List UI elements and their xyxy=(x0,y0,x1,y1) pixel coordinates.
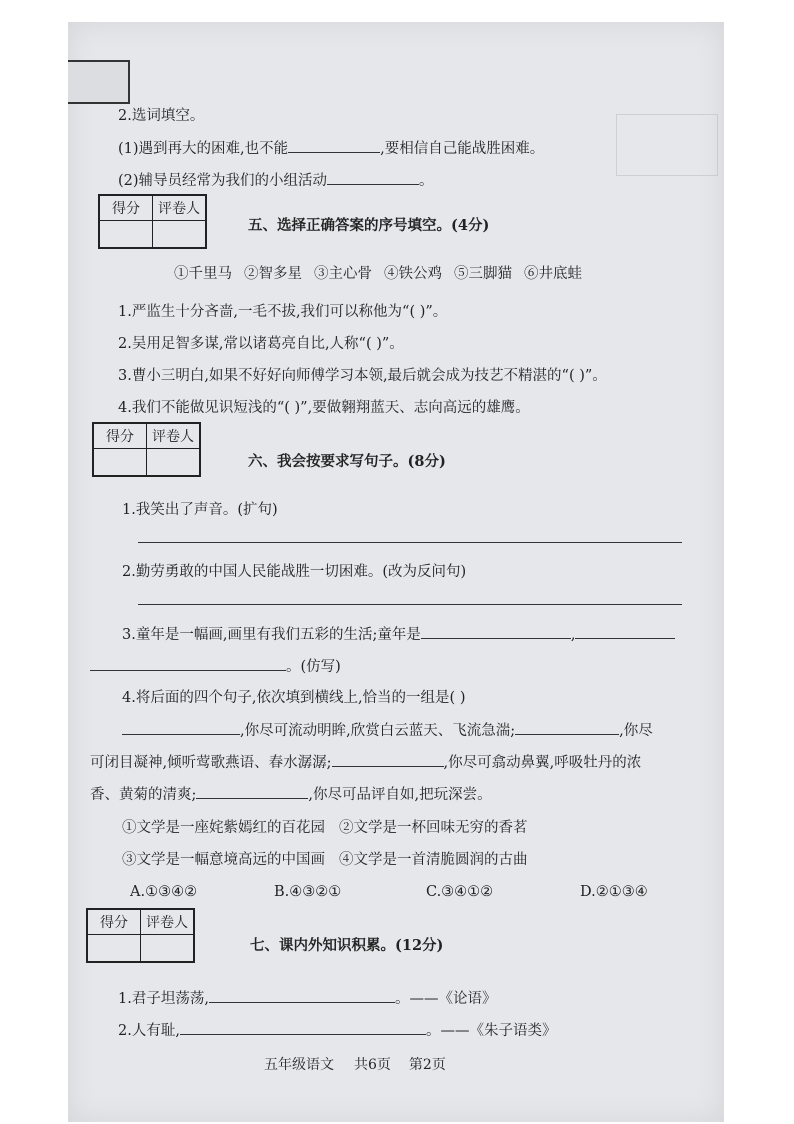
score-cell[interactable] xyxy=(93,449,147,477)
answer-line[interactable] xyxy=(138,542,682,543)
section6-q4: 4.将后面的四个句子,依次填到横线上,恰当的一组是( ) xyxy=(122,690,466,706)
answer-blank[interactable] xyxy=(209,988,395,1003)
exam-paper xyxy=(68,22,724,1122)
score-cell[interactable] xyxy=(87,935,141,963)
grader-cell[interactable] xyxy=(153,221,207,249)
section7-q2: 2.人有耻, 。——《朱子语类》 xyxy=(118,1020,556,1041)
section6-option-c[interactable]: C.③④①② xyxy=(426,884,494,900)
answer-blank[interactable] xyxy=(332,752,444,767)
section6-passage-2: 可闭目凝神,倾听莺歌燕语、春水潺潺; ,你尽可翕动鼻翼,呼吸牡丹的浓 xyxy=(90,752,641,773)
answer-blank[interactable] xyxy=(421,624,571,639)
section5-q2: 2.吴用足智多谋,常以诸葛亮自比,人称“( )”。 xyxy=(118,336,404,352)
section6-choice-row-1: ①文学是一座姹紫嫣红的百花园 ②文学是一杯回味无穷的香茗 xyxy=(122,820,528,836)
page-footer: 五年级语文 共6页 第2页 xyxy=(264,1057,446,1073)
answer-blank[interactable] xyxy=(327,170,419,185)
section7-heading: 七、课内外知识积累。(12分) xyxy=(250,937,444,954)
q2-sentence-2: (2)辅导员经常为我们的小组活动 。 xyxy=(118,170,434,191)
section5-options: ①千里马 ②智多星 ③主心骨 ④铁公鸡 ⑤三脚猫 ⑥井底蛙 xyxy=(174,266,582,282)
section7-q1: 1.君子坦荡荡, 。——《论语》 xyxy=(118,988,496,1009)
section6-option-b[interactable]: B.④③②① xyxy=(274,884,342,900)
answer-blank[interactable] xyxy=(122,720,240,735)
grader-cell[interactable] xyxy=(141,935,195,963)
section6-q1: 1.我笑出了声音。(扩句) xyxy=(122,502,278,518)
answer-blank[interactable] xyxy=(180,1020,426,1035)
q2-title: 2.选词填空。 xyxy=(118,108,205,124)
answer-blank[interactable] xyxy=(288,138,380,153)
q2-sentence-1: (1)遇到再大的困难,也不能 ,要相信自己能战胜困难。 xyxy=(118,138,544,159)
section6-heading: 六、我会按要求写句子。(8分) xyxy=(248,453,446,470)
section6-q3-cont: 。(仿写) xyxy=(90,656,341,677)
section6-q2: 2.勤劳勇敢的中国人民能战胜一切困难。(改为反问句) xyxy=(122,564,467,580)
section6-choice-row-2: ③文学是一幅意境高远的中国画 ④文学是一首清脆圆润的古曲 xyxy=(122,852,528,868)
score-box: 得分 评卷人 xyxy=(98,194,207,249)
section6-option-a[interactable]: A.①③④② xyxy=(130,884,198,900)
answer-blank[interactable] xyxy=(196,784,308,799)
corner-box xyxy=(68,60,130,104)
answer-line[interactable] xyxy=(138,604,682,605)
score-box: 得分 评卷人 xyxy=(92,422,201,477)
grader-cell[interactable] xyxy=(147,449,201,477)
bleed-through-box xyxy=(616,114,718,176)
section5-q4: 4.我们不能做见识短浅的“( )”,要做翱翔蓝天、志向高远的雄鹰。 xyxy=(118,400,530,416)
section6-passage-1: ,你尽可流动明眸,欣赏白云蓝天、飞流急湍; ,你尽 xyxy=(122,720,653,741)
answer-blank[interactable] xyxy=(90,656,286,671)
section5-heading: 五、选择正确答案的序号填空。(4分) xyxy=(248,217,490,234)
score-box: 得分 评卷人 xyxy=(86,908,195,963)
section5-q3: 3.曹小三明白,如果不好好向师傅学习本领,最后就会成为技艺不精湛的“( )”。 xyxy=(118,368,607,384)
score-cell[interactable] xyxy=(99,221,153,249)
answer-blank[interactable] xyxy=(515,720,619,735)
section5-q1: 1.严监生十分吝啬,一毛不拔,我们可以称他为“( )”。 xyxy=(118,304,448,320)
section6-option-d[interactable]: D.②①③④ xyxy=(580,884,648,900)
answer-blank[interactable] xyxy=(575,624,675,639)
section6-q3: 3.童年是一幅画,画里有我们五彩的生活;童年是 , xyxy=(122,624,675,645)
section6-passage-3: 香、黄菊的清爽; ,你尽可品评自如,把玩深尝。 xyxy=(90,784,492,805)
